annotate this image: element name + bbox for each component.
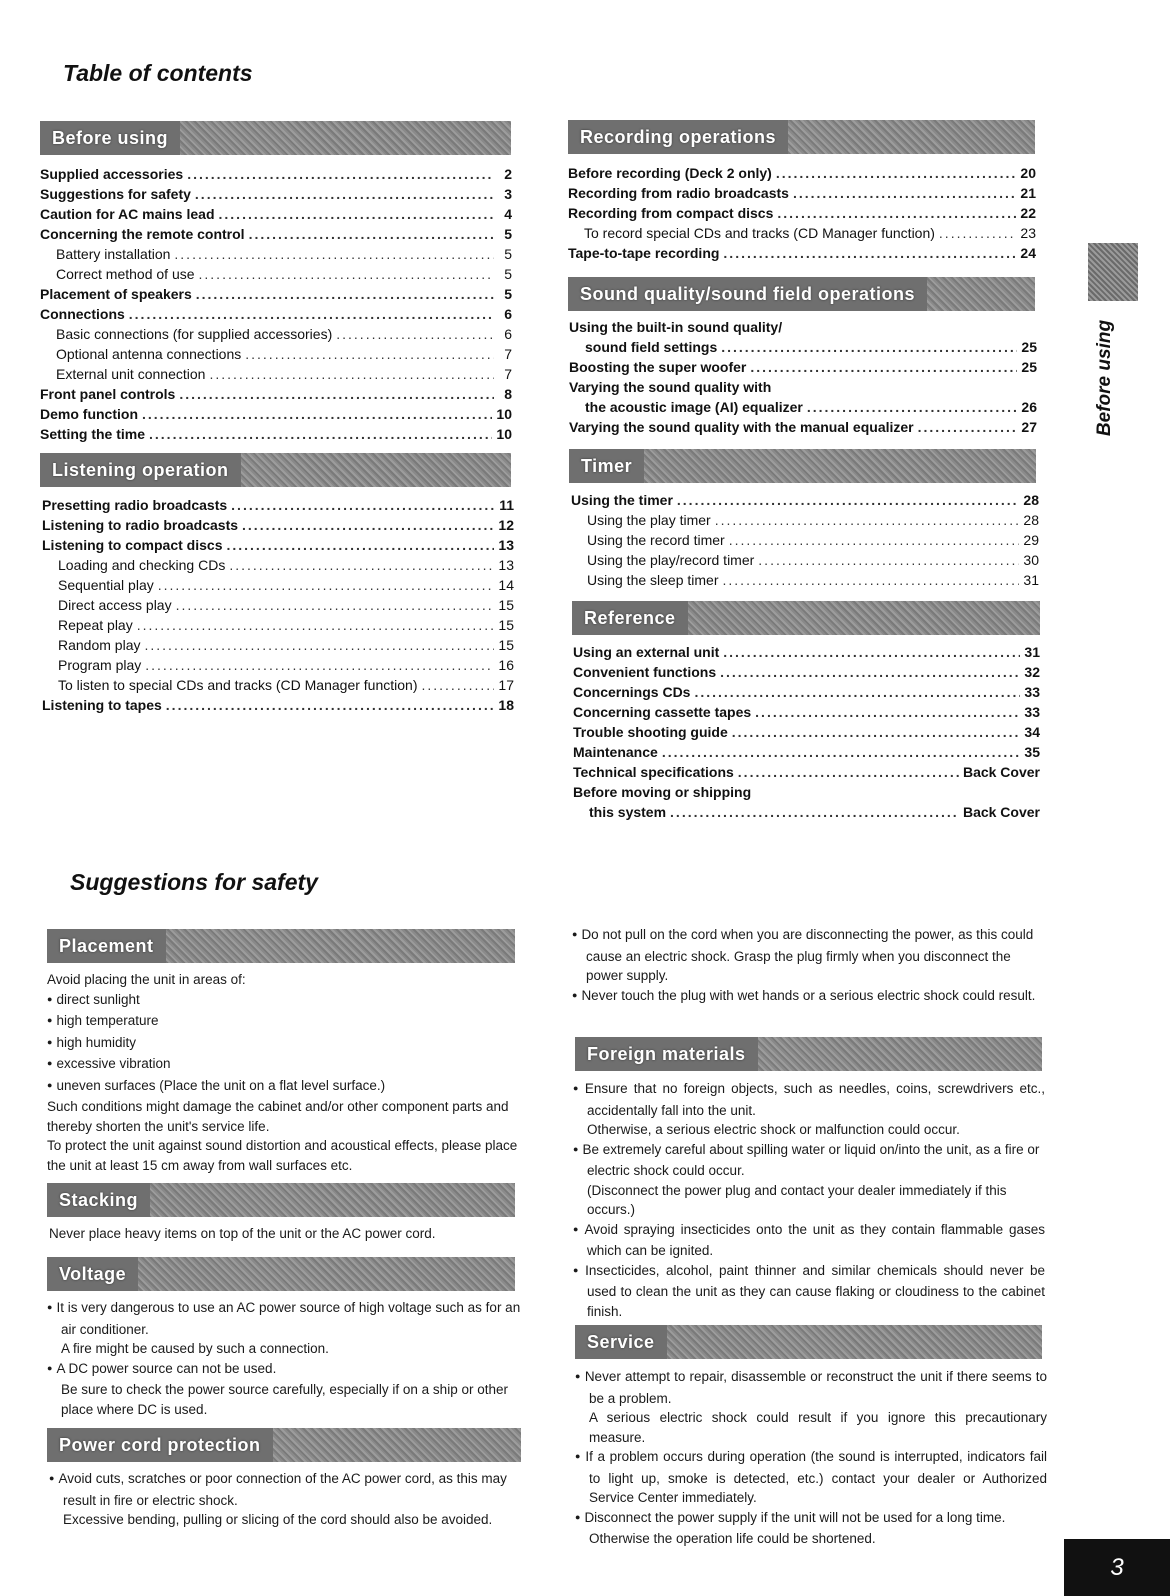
side-tab-label — [1090, 310, 1120, 445]
toc-row[interactable] — [568, 183, 1036, 203]
toc-page-number: Back Cover — [962, 764, 1040, 780]
toc-page-number: 29 — [1023, 532, 1039, 548]
toc-row[interactable] — [571, 570, 1039, 590]
toc-row[interactable] — [573, 722, 1040, 742]
foreign-note: Otherwise, a serious electric shock or malfunction could occur. — [587, 1122, 960, 1137]
section-heading: Timer — [569, 449, 644, 483]
foreign-bullet: ● Ensure that no foreign objects, such as needles, coins, screwdrivers etc., accidentally fall into the unit. — [573, 1079, 1045, 1120]
foreign-bullet: ● Avoid spraying insecticides onto the unit as they contain flammable gases which can be ignited. — [573, 1220, 1045, 1261]
toc-row[interactable] — [40, 284, 512, 304]
placement-bullet: ● uneven surfaces (Place the unit on a flat level surface.) — [47, 1076, 519, 1098]
toc-row[interactable] — [569, 357, 1037, 377]
voltage-text — [47, 1298, 521, 1419]
toc-page-number: 13 — [498, 557, 514, 573]
section-heading: Power cord protection — [47, 1428, 273, 1462]
toc-page-number: 2 — [504, 166, 512, 182]
section-band-timer — [569, 449, 1036, 483]
foreign-text — [573, 1079, 1045, 1321]
toc-entry-title: Supplied accessories — [40, 166, 184, 182]
toc-entry-title: Suggestions for safety — [40, 186, 191, 202]
toc-entry-title: Listening to compact discs — [42, 537, 223, 553]
toc-row[interactable] — [42, 635, 514, 655]
toc-entry-title: Trouble shooting guide — [573, 724, 728, 740]
placement-paragraph: Such conditions might damage the cabinet and/or other component parts and thereby shorten the unit's service life. — [47, 1099, 509, 1134]
toc-row[interactable] — [42, 495, 514, 515]
stacking-text — [49, 1224, 519, 1244]
toc-entry-title: Using the timer — [571, 492, 673, 508]
toc-page-number: 23 — [1020, 225, 1036, 241]
toc-entry-title: To listen to special CDs and tracks (CD Manager function) — [58, 677, 418, 693]
toc-entry-title: Tape-to-tape recording — [568, 245, 720, 261]
toc-row[interactable] — [568, 163, 1036, 183]
toc-page-number: 35 — [1024, 744, 1040, 760]
toc-entry-title: Recording from compact discs — [568, 205, 774, 221]
toc-page-number: 6 — [504, 306, 512, 322]
section-heading: Voltage — [47, 1257, 138, 1291]
toc-entry-title: Listening to radio broadcasts — [42, 517, 239, 533]
section-heading: Service — [575, 1325, 667, 1359]
section-band-foreign — [575, 1037, 1042, 1071]
toc-entry-title: Maintenance — [573, 744, 658, 760]
toc-row[interactable] — [573, 682, 1040, 702]
toc-row[interactable] — [40, 404, 512, 424]
page-title: Table of contents — [63, 60, 253, 86]
toc-row[interactable] — [568, 243, 1036, 263]
toc-entry-title: Loading and checking CDs — [58, 557, 226, 573]
service-note: A serious electric shock could result if you ignore this precautionary measure. — [589, 1410, 1047, 1445]
toc-page-number: 15 — [498, 597, 514, 613]
toc-row[interactable] — [40, 264, 512, 284]
toc-entry-title: Optional antenna connections — [56, 346, 242, 362]
toc-row[interactable] — [568, 223, 1036, 243]
toc-row[interactable] — [571, 510, 1039, 530]
side-tab-text: Before using — [1094, 319, 1115, 436]
toc-row[interactable] — [571, 490, 1039, 510]
toc-entry-title: Setting the time — [40, 426, 146, 442]
section-band-power-cord — [47, 1428, 521, 1462]
toc-entry-title: Listening to tapes — [42, 697, 162, 713]
toc-page-number: 10 — [496, 406, 512, 422]
toc-line: Varying the sound quality with — [569, 379, 772, 395]
power-cord-note: Excessive bending, pulling or slicing of the cord should also be avoided. — [63, 1512, 493, 1527]
toc-page-number: 30 — [1023, 552, 1039, 568]
toc-row[interactable] — [42, 515, 514, 535]
toc-page-number: 17 — [498, 677, 514, 693]
toc-row[interactable] — [573, 702, 1040, 722]
section-band-reference — [572, 601, 1040, 635]
placement-bullet: ● direct sunlight — [47, 990, 519, 1012]
toc-entry-title: Using the play timer — [587, 512, 711, 528]
toc-entry-title: Technical specifications — [573, 764, 734, 780]
toc-reference — [573, 642, 1040, 822]
placement-text — [47, 970, 519, 1175]
toc-row[interactable] — [571, 530, 1039, 550]
toc-entry-title: Program play — [58, 657, 142, 673]
toc-row[interactable] — [40, 344, 512, 364]
toc-page-number: 15 — [498, 637, 514, 653]
section-band-stacking — [47, 1183, 515, 1217]
placement-bullet: ● excessive vibration — [47, 1054, 519, 1076]
toc-page-number: 5 — [504, 246, 512, 262]
foreign-bullet: ● Be extremely careful about spilling water or liquid on/into the unit, as a fire or electric shock could occur. — [573, 1140, 1045, 1181]
toc-recording — [568, 163, 1036, 263]
toc-line: Using the built-in sound quality/ — [569, 319, 783, 335]
toc-page-number: 8 — [504, 386, 512, 402]
foreign-note: (Disconnect the power plug and contact your dealer immediately if this occurs.) — [587, 1182, 1007, 1217]
toc-row[interactable] — [40, 424, 512, 444]
toc-row[interactable] — [573, 742, 1040, 762]
voltage-note: A fire might be caused by such a connection. — [61, 1341, 329, 1356]
toc-entry-title: Before recording (Deck 2 only) — [568, 165, 772, 181]
placement-bullet: ● high humidity — [47, 1033, 519, 1055]
toc-entry-title: Repeat play — [58, 617, 133, 633]
toc-row[interactable] — [40, 384, 512, 404]
section-heading: Sound quality/sound field operations — [568, 277, 927, 311]
section-heading: Foreign materials — [575, 1037, 758, 1071]
cord-handling-text — [572, 925, 1044, 1007]
toc-entry-title: Connections — [40, 306, 125, 322]
toc-page-number: 3 — [504, 186, 512, 202]
toc-entry-title: To record special CDs and tracks (CD Manager function) — [584, 225, 935, 241]
toc-entry-title: Using the record timer — [587, 532, 725, 548]
toc-row[interactable] — [42, 655, 514, 675]
toc-page-number: 27 — [1021, 419, 1037, 435]
toc-page-number: 10 — [496, 426, 512, 442]
page-number: 3 — [1064, 1539, 1170, 1596]
toc-row[interactable] — [569, 417, 1037, 437]
toc-page-number: 18 — [498, 697, 514, 713]
toc-row[interactable] — [42, 595, 514, 615]
toc-entry-title: Concerning the remote control — [40, 226, 245, 242]
toc-entry-title: Using an external unit — [573, 644, 720, 660]
toc-entry-title: Placement of speakers — [40, 286, 192, 302]
toc-entry-title: Recording from radio broadcasts — [568, 185, 789, 201]
toc-entry-title: this system — [589, 804, 667, 820]
service-bullet: ● Never attempt to repair, disassemble or reconstruct the unit if there seems to be a problem. — [575, 1367, 1047, 1408]
toc-row[interactable] — [569, 397, 1037, 417]
toc-page-number: 21 — [1020, 185, 1036, 201]
section-band-listening — [40, 453, 511, 487]
toc-entry-title: Demo function — [40, 406, 138, 422]
toc-page-number: 7 — [504, 366, 512, 382]
toc-entry-title: Varying the sound quality with the manual equalizer — [569, 419, 914, 435]
section-heading: Before using — [40, 121, 180, 155]
section-heading: Reference — [572, 601, 688, 635]
section-band-placement — [47, 929, 515, 963]
service-bullet: ● If a problem occurs during operation (the sound is interrupted, indicators fail to light up, smoke is detected, etc.) contact your dealer or Authorized Service Center immediately. — [575, 1447, 1047, 1508]
toc-row[interactable] — [573, 662, 1040, 682]
placement-intro: Avoid placing the unit in areas of: — [47, 972, 246, 987]
toc-row[interactable] — [42, 695, 514, 715]
toc-row[interactable] — [40, 324, 512, 344]
service-bullet: ● Disconnect the power supply if the unit will not be used for a long time. Otherwise the operation life could be shortened. — [575, 1508, 1047, 1549]
toc-page-number: Back Cover — [962, 804, 1040, 820]
power-cord-bullet: ● Avoid cuts, scratches or poor connection of the AC power cord, as this may result in fire or electric shock. — [49, 1469, 523, 1510]
toc-row[interactable] — [573, 802, 1040, 822]
toc-page-number: 25 — [1021, 359, 1037, 375]
toc-row[interactable] — [40, 244, 512, 264]
toc-row[interactable] — [42, 535, 514, 555]
toc-row[interactable] — [40, 164, 512, 184]
toc-entry-title: Front panel controls — [40, 386, 176, 402]
toc-entry-title: Caution for AC mains lead — [40, 206, 215, 222]
toc-page-number: 33 — [1024, 684, 1040, 700]
toc-page-number: 28 — [1023, 492, 1039, 508]
section-band-before-using — [40, 121, 511, 155]
safety-title: Suggestions for safety — [70, 869, 318, 895]
section-heading: Recording operations — [568, 120, 788, 154]
toc-before-using — [40, 164, 512, 444]
toc-page-number: 31 — [1023, 572, 1039, 588]
foreign-bullet: ● Insecticides, alcohol, paint thinner and similar chemicals should never be used to clean the unit as they can cause flaking or cloudiness to the cabinet finish. — [573, 1261, 1045, 1322]
toc-page-number: 7 — [504, 346, 512, 362]
toc-page-number: 25 — [1021, 339, 1037, 355]
toc-page-number: 15 — [498, 617, 514, 633]
toc-page-number: 28 — [1023, 512, 1039, 528]
voltage-bullet: ● A DC power source can not be used. — [47, 1359, 521, 1381]
toc-page-number: 5 — [504, 266, 512, 282]
section-heading: Listening operation — [40, 453, 241, 487]
toc-page-number: 34 — [1024, 724, 1040, 740]
voltage-note: Be sure to check the power source carefully, especially if on a ship or other place where DC is used. — [61, 1382, 508, 1417]
toc-page-number: 13 — [498, 537, 514, 553]
voltage-bullet: ● It is very dangerous to use an AC power source of high voltage such as for an air conditioner. — [47, 1298, 521, 1339]
toc-page-number: 31 — [1024, 644, 1040, 660]
toc-entry-title: Convenient functions — [573, 664, 717, 680]
power-cord-text — [49, 1469, 523, 1530]
toc-entry-title: Basic connections (for supplied accessories) — [56, 326, 333, 342]
toc-entry-title: Sequential play — [58, 577, 154, 593]
toc-line: Before moving or shipping — [573, 784, 752, 800]
cord-bullet: ● Do not pull on the cord when you are disconnecting the power, as this could cause an electric shock. Grasp the plug firmly when you disconnect the power supply. — [572, 925, 1044, 986]
toc-row[interactable] — [573, 762, 1040, 782]
toc-row[interactable] — [42, 675, 514, 695]
toc-entry-title: Using the sleep timer — [587, 572, 719, 588]
toc-row[interactable] — [571, 550, 1039, 570]
section-heading: Placement — [47, 929, 166, 963]
toc-entry-title: Concernings CDs — [573, 684, 691, 700]
toc-entry-title: Battery installation — [56, 246, 171, 262]
side-tab-marker — [1088, 243, 1138, 301]
toc-entry-title: Direct access play — [58, 597, 172, 613]
toc-row[interactable] — [569, 337, 1037, 357]
toc-page-number: 20 — [1020, 165, 1036, 181]
toc-row[interactable] — [42, 615, 514, 635]
toc-row[interactable] — [568, 203, 1036, 223]
toc-row[interactable] — [40, 364, 512, 384]
toc-entry-title: the acoustic image (AI) equalizer — [585, 399, 803, 415]
toc-page-number: 4 — [504, 206, 512, 222]
toc-listening — [42, 495, 514, 715]
toc-page-number: 11 — [499, 497, 514, 513]
toc-entry-title: Boosting the super woofer — [569, 359, 747, 375]
section-band-recording — [568, 120, 1035, 154]
placement-bullet: ● high temperature — [47, 1011, 519, 1033]
section-band-voltage — [47, 1257, 515, 1291]
toc-page-number: 22 — [1020, 205, 1036, 221]
toc-entry-title: Presetting radio broadcasts — [42, 497, 228, 513]
toc-page-number: 16 — [498, 657, 514, 673]
toc-row[interactable] — [40, 184, 512, 204]
toc-row[interactable] — [40, 204, 512, 224]
cord-bullet: ● Never touch the plug with wet hands or a serious electric shock could result. — [572, 986, 1044, 1008]
toc-page-number: 14 — [498, 577, 514, 593]
toc-sound — [569, 317, 1037, 437]
service-text — [575, 1367, 1047, 1549]
toc-page-number: 32 — [1024, 664, 1040, 680]
toc-page-number: 12 — [498, 517, 514, 533]
toc-page-number: 33 — [1024, 704, 1040, 720]
placement-paragraph: To protect the unit against sound distortion and acoustical effects, please place the unit at least 15 cm away from wall surfaces etc. — [47, 1138, 518, 1173]
toc-page-number: 5 — [504, 226, 512, 242]
toc-entry-title: Using the play/record timer — [587, 552, 755, 568]
toc-entry-title: External unit connection — [56, 366, 206, 382]
section-band-sound — [568, 277, 1035, 311]
toc-entry-title: Random play — [58, 637, 141, 653]
section-band-service — [575, 1325, 1042, 1359]
toc-row[interactable] — [42, 555, 514, 575]
toc-page-number: 5 — [504, 286, 512, 302]
toc-entry-title: sound field settings — [585, 339, 718, 355]
toc-row[interactable] — [573, 642, 1040, 662]
stacking-paragraph: Never place heavy items on top of the unit or the AC power cord. — [49, 1226, 436, 1241]
toc-page-number: 26 — [1021, 399, 1037, 415]
toc-entry-title: Correct method of use — [56, 266, 195, 282]
toc-timer — [571, 490, 1039, 590]
section-heading: Stacking — [47, 1183, 150, 1217]
toc-entry-title: Concerning cassette tapes — [573, 704, 752, 720]
toc-row[interactable] — [40, 304, 512, 324]
toc-page-number: 24 — [1020, 245, 1036, 261]
toc-row[interactable] — [42, 575, 514, 595]
toc-page-number: 6 — [504, 326, 512, 342]
toc-row[interactable] — [40, 224, 512, 244]
